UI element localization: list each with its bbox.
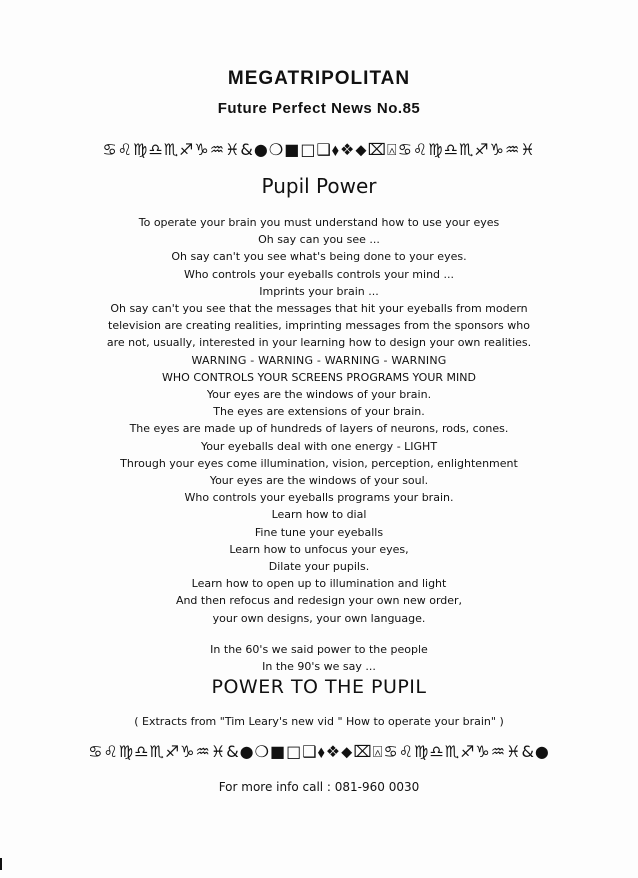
nineties-line: In the 90's we say ... [262, 660, 376, 673]
body-line: Fine tune your eyeballs [254, 525, 384, 539]
dingbat-divider-bottom: ♋♌♍♎♏♐♑♒♓&●❍■□❑⬧❖⬥⌧⍓♋♌♍♎♏♐♑♒♓&● [88, 742, 550, 761]
sixties-lines [0, 641, 638, 675]
body-line: The eyes are made up of hundreds of layers of neurons, rods, cones. [129, 422, 509, 436]
article-headline: Pupil Power [261, 174, 377, 198]
scan-edge-mark [0, 858, 2, 870]
body-line: Your eyes are the windows of your soul. [209, 474, 429, 488]
body-line: Your eyes are the windows of your brain. [206, 388, 432, 402]
body-line: Who controls your eyeballs controls your mind ... [183, 267, 455, 281]
contact-info: For more info call : 081-960 0030 [218, 780, 420, 794]
body-line: And then refocus and redesign your own new order, [175, 594, 463, 608]
body-line: Through your eyes come illumination, vision, perception, enlightenment [120, 456, 518, 470]
dingbat-divider-top: ♋♌♍♎♏♐♑♒♓&●❍■□❑⬧❖⬥⌧⍓♋♌♍♎♏♐♑♒♓ [102, 140, 536, 159]
body-line: Dilate your pupils. [268, 560, 370, 574]
extracts-credit: ( Extracts from "Tim Leary's new vid " How to operate your brain" ) [134, 715, 504, 728]
body-line: Learn how to dial [271, 508, 367, 522]
body-line: television are creating realities, imprinting messages from the sponsors who [108, 319, 530, 333]
body-line: your own designs, your own language. [212, 611, 426, 625]
body-line: The eyes are extensions of your brain. [213, 405, 425, 419]
sixties-line: In the 60's we said power to the people [210, 643, 428, 656]
body-line: WHO CONTROLS YOUR SCREENS PROGRAMS YOUR MIND [162, 370, 476, 384]
body-line: Learn how to open up to illumination and light [191, 577, 447, 591]
body-line: Oh say can't you see that the messages that hit your eyeballs from modern [110, 302, 528, 316]
article-body [70, 214, 568, 627]
body-line: are not, usually, interested in your learning how to design your own realities. [106, 336, 532, 350]
body-line: WARNING - WARNING - WARNING - WARNING [191, 353, 447, 367]
power-slogan: POWER TO THE PUPIL [211, 676, 427, 698]
body-line: Learn how to unfocus your eyes, [229, 542, 409, 556]
body-line: Oh say can't you see what's being done to your eyes. [171, 250, 467, 264]
issue-subtitle: Future Perfect News No.85 [217, 100, 421, 117]
masthead-title: MEGATRIPOLITAN [227, 68, 411, 89]
body-line: Oh say can you see ... [258, 233, 380, 247]
body-line: Who controls your eyeballs programs your brain. [184, 491, 454, 505]
body-line: Your eyeballs deal with one energy - LIGHT [200, 439, 438, 453]
body-line: To operate your brain you must understand how to use your eyes [138, 216, 500, 229]
body-line: Imprints your brain ... [259, 284, 379, 298]
